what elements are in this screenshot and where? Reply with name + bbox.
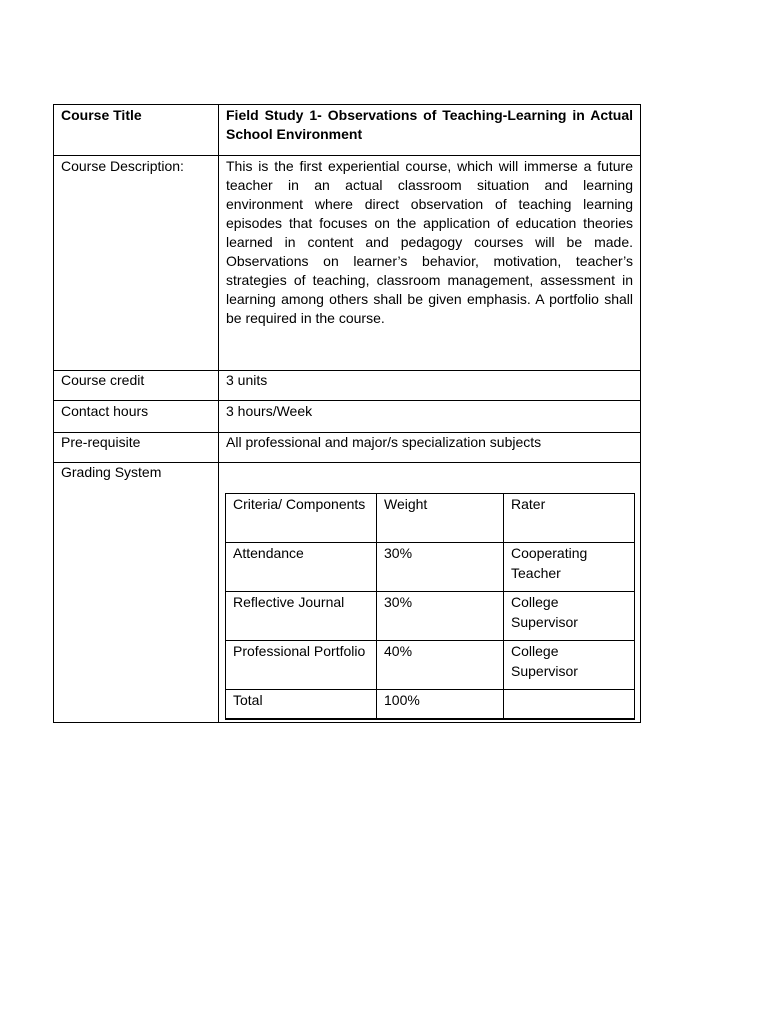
grading-weight-cell: 30% — [377, 543, 504, 592]
course-title-row — [54, 105, 641, 156]
contact-hours-row — [54, 401, 641, 433]
grading-criteria-cell: Reflective Journal — [226, 592, 377, 641]
grading-rater-cell: College Supervisor — [504, 592, 635, 641]
course-credit-value: 3 units — [219, 371, 641, 401]
grading-system-cell — [219, 463, 641, 723]
prerequisite-row — [54, 433, 641, 463]
grading-weight-cell: 40% — [377, 641, 504, 690]
prerequisite-value: All professional and major/s specialization subjects — [219, 433, 641, 463]
course-title-label: Course Title — [54, 105, 219, 156]
course-syllabus-table — [53, 104, 641, 723]
grading-total-weight: 100% — [377, 690, 504, 720]
grading-weight-cell: 30% — [377, 592, 504, 641]
grading-row-attendance — [226, 543, 635, 592]
grading-rater-cell: College Supervisor — [504, 641, 635, 690]
contact-hours-label: Contact hours — [54, 401, 219, 433]
contact-hours-value: 3 hours/Week — [219, 401, 641, 433]
grading-row-professional-portfolio — [226, 641, 635, 690]
grading-header-row — [226, 494, 635, 543]
course-description-row — [54, 156, 641, 371]
course-description-label: Course Description: — [54, 156, 219, 371]
course-credit-label: Course credit — [54, 371, 219, 401]
grading-header-weight: Weight — [377, 494, 504, 543]
grading-system-row — [54, 463, 641, 723]
grading-system-label: Grading System — [54, 463, 219, 723]
grading-criteria-cell: Attendance — [226, 543, 377, 592]
course-credit-row — [54, 371, 641, 401]
grading-header-criteria: Criteria/ Components — [226, 494, 377, 543]
grading-table — [225, 493, 635, 720]
grading-criteria-cell: Professional Portfolio — [226, 641, 377, 690]
prerequisite-label: Pre-requisite — [54, 433, 219, 463]
grading-total-rater — [504, 690, 635, 720]
course-title-value: Field Study 1- Observations of Teaching-Learning in Actual School Environment — [219, 105, 641, 156]
grading-row-reflective-journal — [226, 592, 635, 641]
grading-total-label: Total — [226, 690, 377, 720]
grading-rater-cell: Cooperating Teacher — [504, 543, 635, 592]
grading-total-row — [226, 690, 635, 720]
grading-header-rater: Rater — [504, 494, 635, 543]
course-description-value: This is the first experiential course, which will immerse a future teacher in an actual classroom situation and learning environment where direct observation of teaching learning episodes that focuses on the application of education theories learned in content and pedagogy courses will be made. Observations on learner’s behavior, motivation, teacher’s strategies of teaching, classroom management, assessment in learning among others shall be given emphasis. A portfolio shall be required in the course. — [219, 156, 641, 371]
